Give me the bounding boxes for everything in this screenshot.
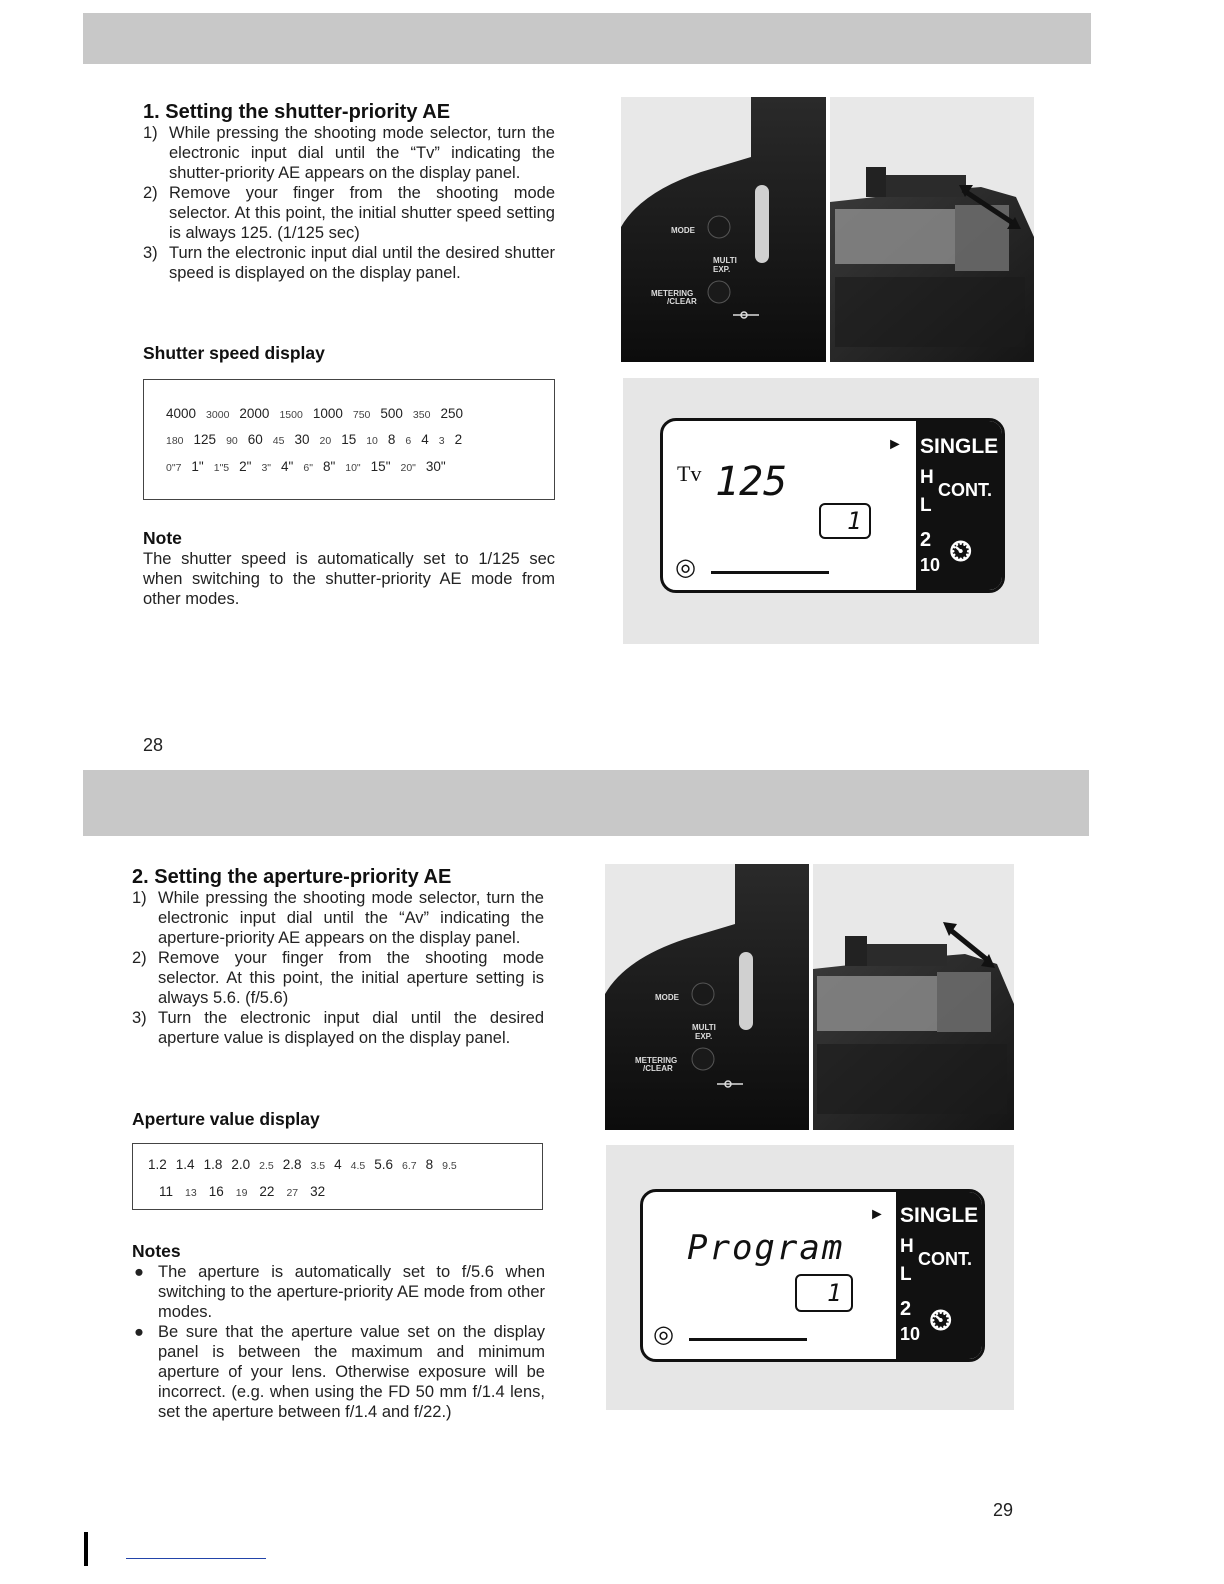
value-row: 4000 3000 2000 1500 1000 750 500 350 250 [166,406,463,421]
mode-indicator: Tv [677,461,702,486]
self-timer-icon: ⏲ [929,1304,953,1337]
note-item: ● The aperture is automatically set to f/5.6 when switching to the aperture-priority AE mode from other modes. [134,1263,545,1321]
mode-label: MODE [671,226,695,235]
header-band [83,13,1091,64]
value-row: 0"7 1" 1"5 2" 3" 4" 6" 8" 10" 15" 20" 30" [166,459,446,474]
section-title: 2. Setting the aperture-priority AE [132,866,452,888]
section-title: 1. Setting the shutter-priority AE [143,101,451,123]
step-item: 1) While pressing the shooting mode selector, turn the electronic input dial until the “Av” indicating the aperture-priority AE appears on the display panel. [132,889,544,947]
page-number: 29 [993,1500,1014,1520]
note-text: The shutter speed is automatically set to 1/125 sec when switching to the shutter-priority AE mode from other modes. [143,550,555,608]
exp-label: EXP. [695,1032,713,1041]
frame-counter: 1 [819,503,871,539]
clear-label: /CLEAR [643,1064,673,1073]
self-timer-icon: ⏲ [949,535,973,568]
note-item: ● Be sure that the aperture value set on the display panel is between the maximum and minimum aperture of your lens. Otherwise exposure will be incorrect. (e.g. when using the FD 50 mm f/1.4 lens, set the aperture between f/1.4 and f/22.) [134,1323,545,1421]
shutter-speed-table [143,379,555,500]
pointer-arrow: ► [869,1206,885,1223]
mode-label: MODE [655,993,679,1002]
crop-mark [84,1532,88,1566]
film-bar: ▬▬▬▬▬▬▬▬▬▬▬▬▬ [711,566,828,577]
step-item: 3) Turn the electronic input dial until the desired aperture value is displayed on the display panel. [132,1009,544,1047]
display-title: Shutter speed display [143,343,325,363]
display-title: Aperture value display [132,1109,320,1129]
film-bar: ▬▬▬▬▬▬▬▬▬▬▬▬▬ [689,1333,806,1344]
multi-label: MULTI [713,256,737,265]
value-row: 11 13 16 19 22 27 32 [159,1184,326,1199]
value-row: 180 125 90 60 45 30 20 15 10 8 6 4 3 2 [166,432,463,447]
pointer-arrow: ► [887,436,903,453]
camera-photo [621,97,1034,362]
camera-photo [605,864,1014,1130]
crop-line [126,1558,266,1559]
drive-mode-panel: SINGLE H CONT. L 2 10 ⏲ [896,1192,982,1359]
metering-label: METERING [651,289,694,298]
shutter-value: 125 [715,459,788,505]
step-list [143,123,555,283]
film-icon: ◎ [675,554,696,581]
note-title: Note [143,528,182,548]
film-icon: ◎ [653,1321,674,1348]
lcd-panel [660,418,1005,593]
lcd-panel [640,1189,985,1362]
notes-title: Notes [132,1241,181,1261]
metering-label: METERING [635,1056,678,1065]
clear-label: /CLEAR [667,297,697,306]
value-row: 1.2 1.4 1.8 2.0 2.5 2.8 3.5 4 4.5 5.6 6.7 8 9.5 [148,1157,457,1172]
exp-label: EXP. [713,265,731,274]
page-number: 28 [143,735,164,755]
multi-label: MULTI [692,1023,716,1032]
step-item: 2) Remove your finger from the shooting mode selector. At this point, the initial shutter speed setting is always 125. (1/125 sec) [143,184,555,242]
notes-list [132,1262,545,1422]
step-item: 2) Remove your finger from the shooting mode selector. At this point, the initial aperture setting is always 5.6. (f/5.6) [132,949,544,1007]
step-item: 1) While pressing the shooting mode selector, turn the electronic input dial until the “Tv” indicating the shutter-priority AE appears on the display panel. [143,124,555,182]
step-list [132,888,544,1048]
lcd-illustration [623,378,1039,644]
lcd-illustration [606,1145,1014,1410]
header-band [83,770,1089,836]
aperture-value-table [132,1143,543,1210]
frame-counter: 1 [795,1274,853,1312]
drive-mode-panel: SINGLE H CONT. L 2 10 ⏲ [916,421,1002,590]
program-indicator: Program [687,1228,845,1268]
step-item: 3) Turn the electronic input dial until the desired shutter speed is displayed on the display panel. [143,244,555,282]
